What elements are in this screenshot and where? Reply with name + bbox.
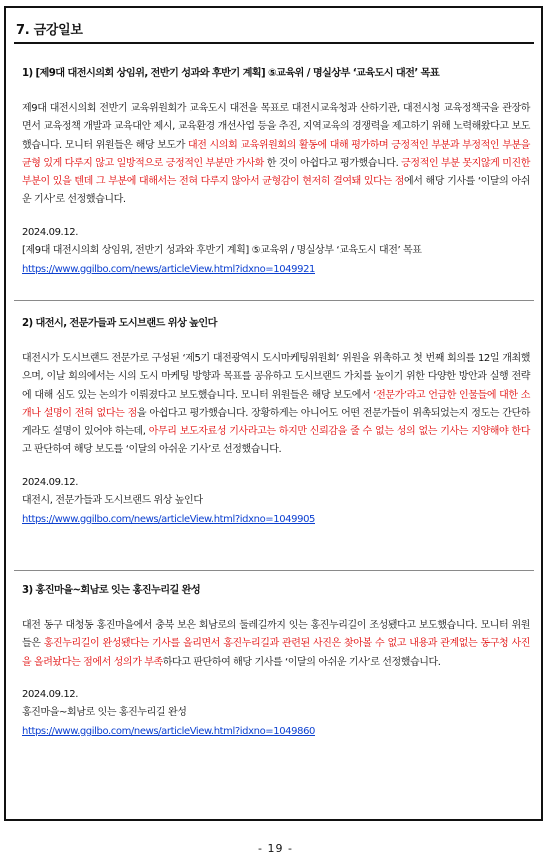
item-heading: 2) 대전시, 전문가들과 도시브랜드 위상 높인다 bbox=[22, 318, 217, 329]
item-reference bbox=[22, 474, 530, 530]
body-text-highlight: 대전 시의회 교육위원회의 활동에 대해 평가하며 긍정적인 부분과 부정적인 부분을 균형 있게 다루지 않고 일방적으로 긍정적인 부분만 가사화 bbox=[22, 139, 530, 169]
article-item-2 bbox=[22, 316, 530, 529]
item-url-link[interactable]: https://www.ggilbo.com/news/articleView.html?idxno=1049905 bbox=[22, 513, 315, 525]
item-heading: 3) 홍진마을~회남로 잇는 홍진누리길 완성 bbox=[22, 585, 201, 596]
item-divider bbox=[14, 300, 534, 301]
item-body bbox=[22, 617, 530, 672]
body-text: 고 판단하여 해당 보도를 ‘이달의 아쉬운 기사’로 선정했습니다. bbox=[22, 444, 282, 456]
item-divider bbox=[14, 570, 534, 571]
body-text-highlight: ‘전문가’라고 언급한 인물들에 대한 소개나 설명이 전혀 없다는 점 bbox=[22, 389, 530, 419]
body-text: 하다고 판단하여 해당 기사를 ‘이달의 아쉬운 기사’로 선정했습니다. bbox=[162, 656, 441, 668]
item-reference bbox=[22, 224, 530, 280]
item-body bbox=[22, 350, 530, 460]
item-url-link[interactable]: https://www.ggilbo.com/news/articleView.html?idxno=1049860 bbox=[22, 725, 315, 737]
body-text: 한 것이 아쉽다고 평가했습니다. bbox=[263, 157, 402, 169]
body-text: 대전시가 도시브랜드 전문가로 구성된 ‘제5기 대전광역시 도시마케팅위원회’ 위원을 위촉하고 첫 번째 회의를 12일 개최했으며, 이날 회의에서는 시의 도시 마케팅 방향과 목표를 공유하고 도시브랜드 가치를 높이기 위한 다양한 방안과 실행 전략에 대해 심도 있는 논의가 이뤄졌다고 보도했습니다. 모니터 위원들은 해당 보도에서 bbox=[22, 353, 530, 401]
section-title: 7. 금강일보 bbox=[16, 23, 83, 38]
body-text-highlight: 아무리 보도자료성 기사라고는 하지만 신뢰감을 줄 수 없는 성의 없는 기사는 지양해야 한다 bbox=[148, 426, 531, 438]
item-ref-title: [제9대 대전시의회 상임위, 전반기 성과와 후반기 계획] ⑤교육위 / 명실상부 ‘교육도시 대전’ 목표 bbox=[22, 245, 422, 257]
item-reference bbox=[22, 686, 530, 742]
item-url-link[interactable]: https://www.ggilbo.com/news/articleView.html?idxno=1049921 bbox=[22, 263, 315, 275]
page-frame bbox=[4, 6, 543, 821]
item-ref-title: 대전시, 전문가들과 도시브랜드 위상 높인다 bbox=[22, 495, 203, 507]
item-date: 2024.09.12. bbox=[22, 688, 79, 700]
body-text-highlight: 긍정적인 부분 못지않게 미진한 부분이 있을 텐데 그 부분에 대해서는 전혀 다루지 않아서 균형감이 현저히 결여돼 있다는 점 bbox=[22, 157, 530, 188]
article-item-3 bbox=[22, 583, 530, 741]
item-date: 2024.09.12. bbox=[22, 226, 79, 238]
page-number: - 19 - bbox=[258, 842, 293, 855]
title-rule bbox=[14, 42, 534, 44]
body-text: 제9대 대전시의회 전반기 교육위원회가 교육도시 대전을 목표로 대전시교육청과 산하기관, 대전시청 교육정책국을 관장하면서 교육정책 개발과 교육대안 제시, 교육환경 개선사업 등을 추진, 지역교육의 경쟁력을 제고하기 위해 노력해왔다고 보도했습니다. 모니터 위원들은 해당 보도가 bbox=[22, 103, 530, 151]
item-ref-title: 홍진마을~회남로 잇는 홍진누리길 완성 bbox=[22, 707, 187, 719]
item-date: 2024.09.12. bbox=[22, 476, 79, 488]
item-heading: 1) [제9대 대전시의회 상임위, 전반기 성과와 후반기 계획] ⑤교육위 / 명실상부 ‘교육도시 대전’ 목표 bbox=[22, 68, 440, 79]
body-text: 대전 동구 대청동 홍진마을에서 충북 보은 회남로의 둘레길까지 잇는 홍진누리길이 조성됐다고 보도했습니다. 모니터 위원들은 bbox=[22, 620, 530, 650]
item-body bbox=[22, 100, 530, 210]
body-text-highlight: 홍진누리길이 완성됐다는 기사를 올리면서 홍진누리길과 관련된 사진은 찾아볼 수 없고 내용과 관계없는 동구청 사진을 올려놨다는 점에서 성의가 부족 bbox=[22, 638, 530, 668]
body-text: 에서 해당 기사를 ‘이달의 아쉬운 기사’로 선정했습니다. bbox=[22, 176, 530, 206]
article-item-1 bbox=[22, 66, 530, 279]
body-text: 을 아쉽다고 평가했습니다. 장황하게는 아니어도 어떤 전문가들이 위촉되었는지 정도는 간단하게라도 설명이 있어야 하는데, bbox=[22, 407, 530, 438]
